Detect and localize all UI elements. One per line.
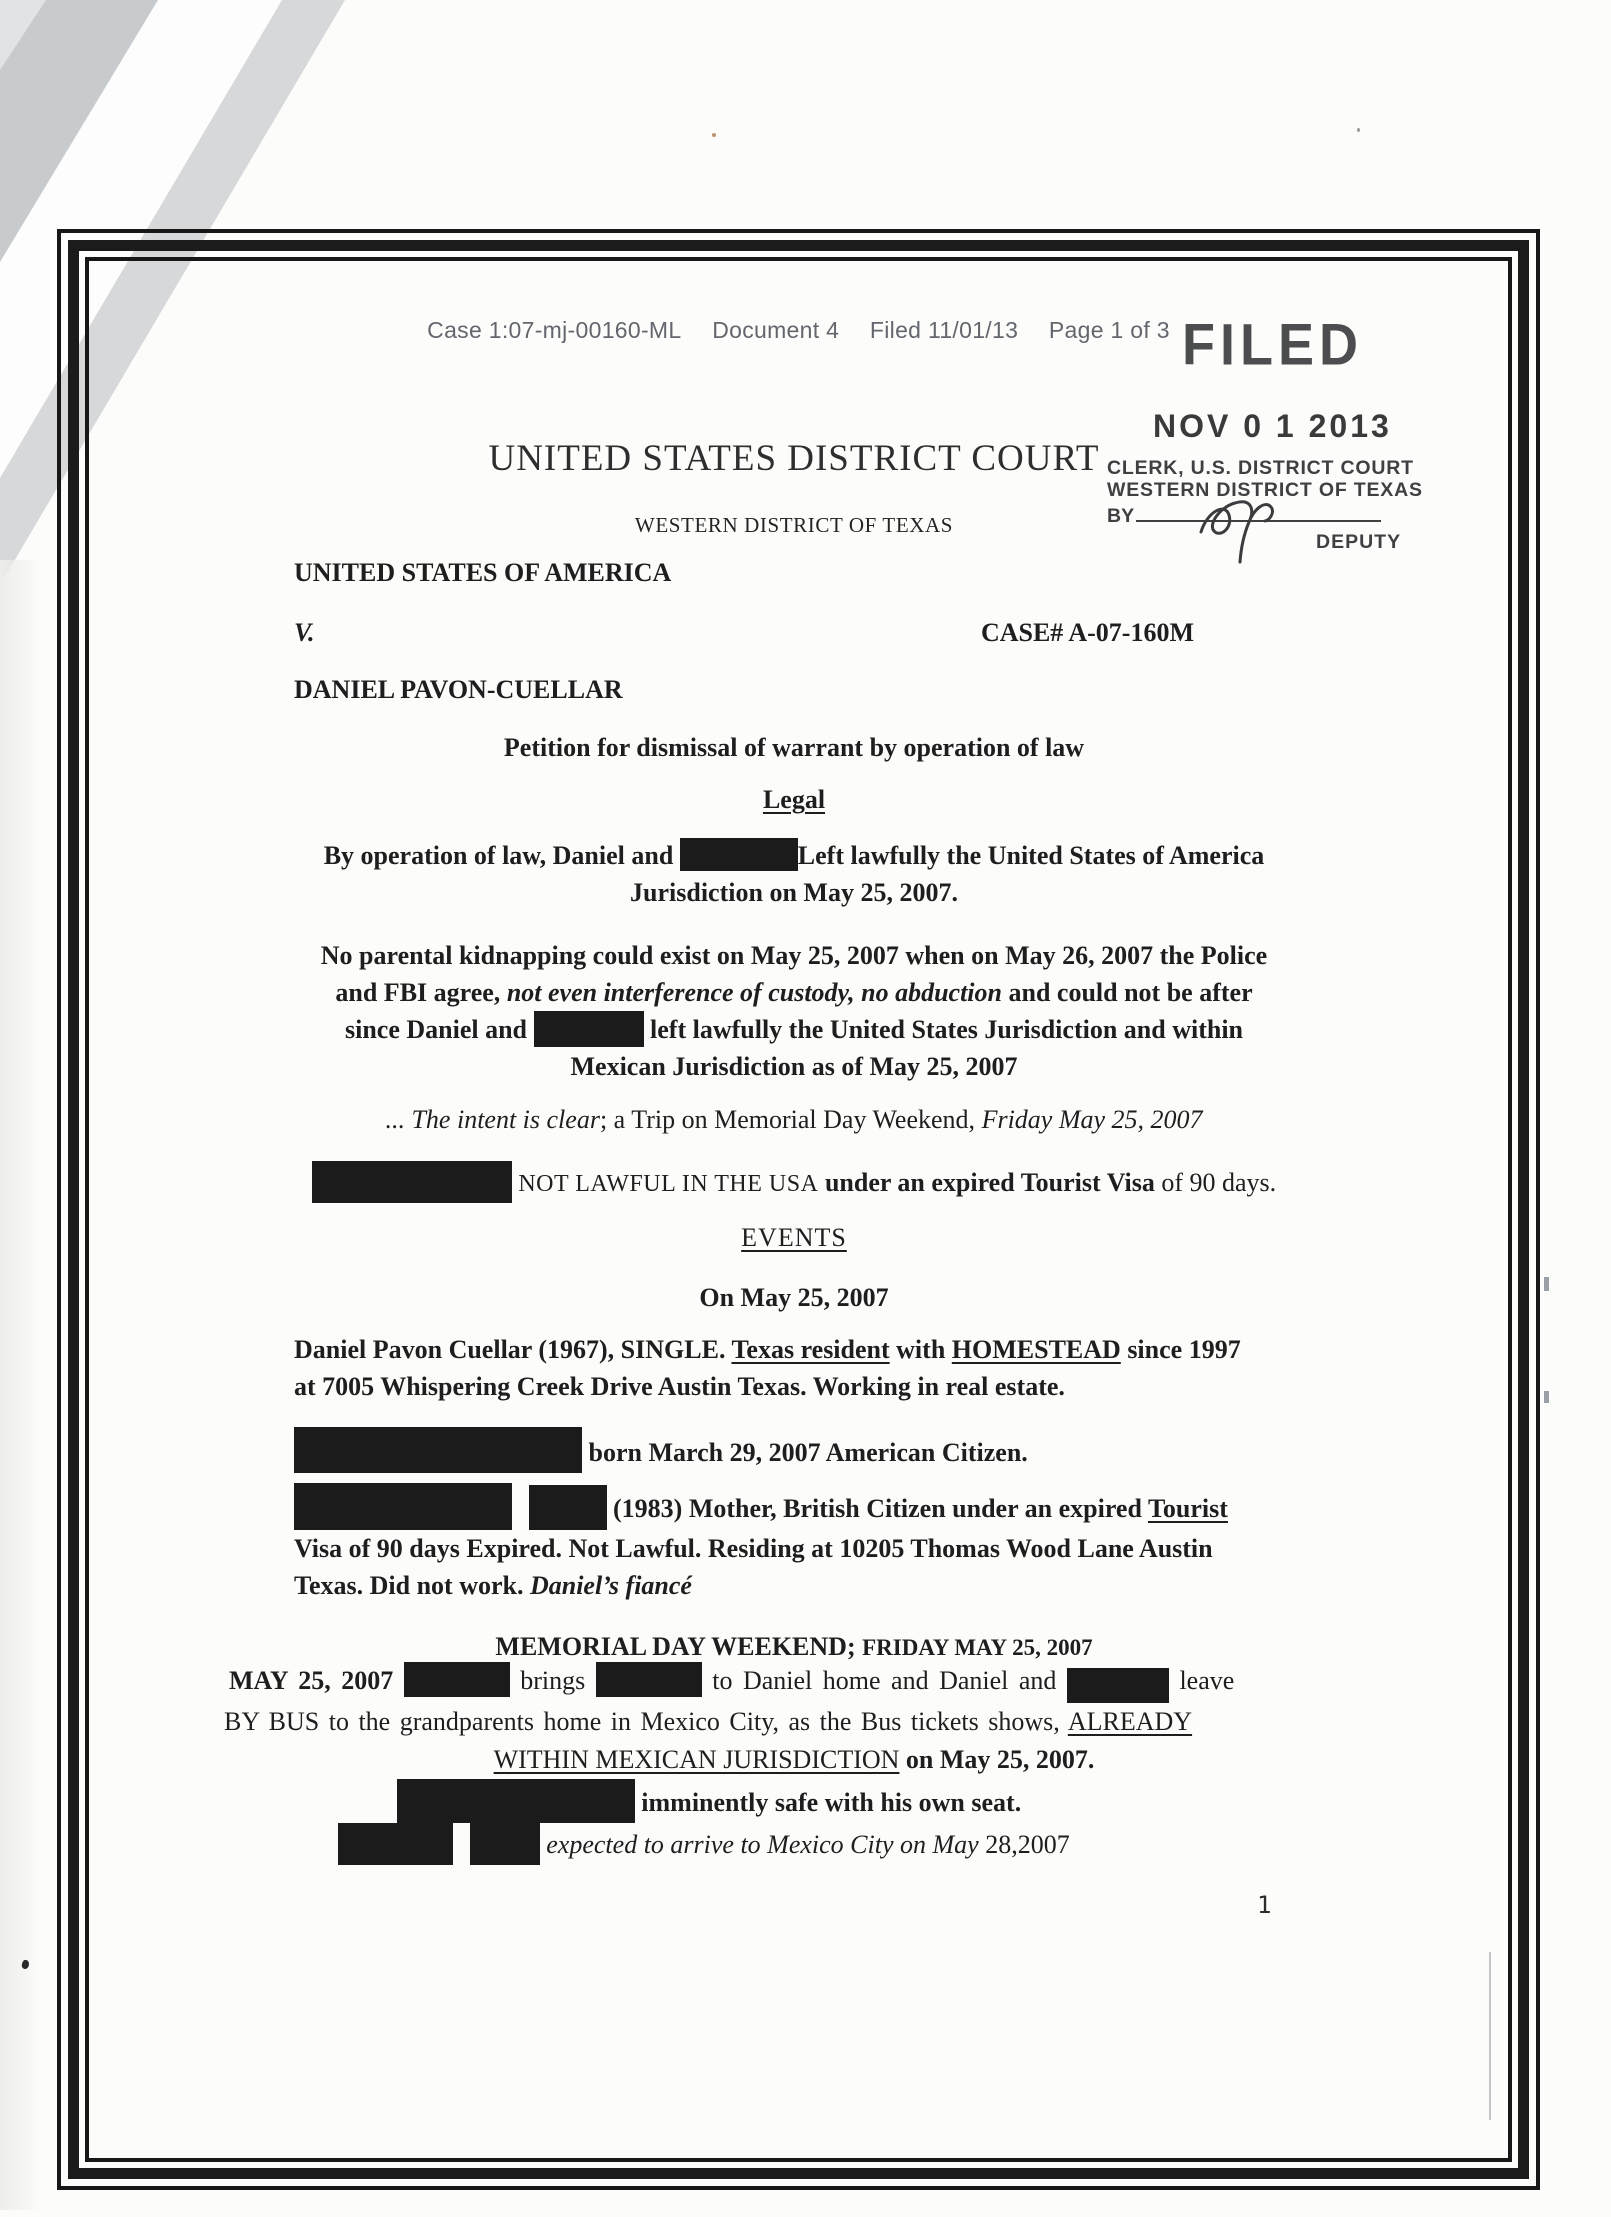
paragraph-line: Mexican Jurisdiction as of May 25, 2007 <box>570 1052 1018 1081</box>
defendant-name: DANIEL PAVON-CUELLAR <box>294 675 623 704</box>
plaintiff-name: UNITED STATES OF AMERICA <box>294 558 672 587</box>
scan-speck <box>712 133 716 137</box>
redaction-bar <box>1067 1668 1169 1703</box>
versus-label: V. <box>294 618 315 647</box>
intent-line: ... The intent is clear; a Trip on Memorial Day Weekend, Friday May 25, 2007 <box>385 1105 1203 1134</box>
filed-stamp-text: FILED <box>1182 312 1363 378</box>
pleading-border-inner <box>85 257 1512 2162</box>
stamp-by-label: BY <box>1107 505 1135 527</box>
redaction-bar <box>470 1823 540 1865</box>
stamp-district-line: WESTERN DISTRICT OF TEXAS <box>1107 479 1423 501</box>
paragraph-line: Texas. Did not work. Daniel’s fiancé <box>294 1571 692 1600</box>
legal-paragraph-1 <box>294 837 1294 911</box>
redaction-bar <box>529 1485 607 1530</box>
redaction-bar <box>294 1483 512 1530</box>
deputy-signature <box>1193 480 1333 564</box>
paragraph-line: By operation of law, Daniel and Left lawfully the United States of America <box>294 837 1294 874</box>
scan-mark <box>1544 1277 1549 1291</box>
not-lawful-line: NOT LAWFUL IN THE USA under an expired Tourist Visa of 90 days. <box>294 1161 1294 1205</box>
redaction-bar <box>534 1011 644 1047</box>
redaction-bar <box>294 1427 582 1473</box>
mother-paragraph <box>294 1483 1294 1604</box>
paragraph-line: BY BUS to the grandparents home in Mexico City, as the Bus tickets shows, ALREADY <box>224 1707 1193 1736</box>
legal-section-heading: Legal <box>762 785 826 814</box>
redaction-bar <box>312 1161 512 1203</box>
born-line: born March 29, 2007 American Citizen. <box>294 1427 1294 1473</box>
case-number: CASE# A-07-160M <box>980 618 1194 647</box>
paragraph-line: MAY 25, 2007 brings to Daniel home and Daniel and leave <box>229 1662 1364 1703</box>
stamp-deputy-label: DEPUTY <box>1316 531 1402 553</box>
ecf-document-number: Document 4 <box>712 317 840 343</box>
paragraph-line: expected to arrive to Mexico City on May 28,2007 <box>204 1823 1204 1865</box>
events-section-heading: EVENTS <box>741 1223 847 1252</box>
pleading-border <box>57 229 1540 2190</box>
filed-stamp-date: NOV 0 1 2013 <box>1153 408 1392 444</box>
paragraph-line: imminently safe with his own seat. <box>209 1779 1209 1823</box>
paragraph-line: (1983) Mother, British Citizen under an expired Tourist <box>294 1483 1294 1530</box>
legal-paragraph-2 <box>294 937 1294 1085</box>
scan-mark <box>1544 1391 1549 1403</box>
scan-edge-shadow <box>0 560 42 2210</box>
redaction-bar <box>397 1779 635 1823</box>
paragraph-line: No parental kidnapping could exist on May 25, 2007 when on May 26, 2007 the Police <box>320 941 1268 970</box>
ecf-case-number: Case 1:07-mj-00160-ML <box>427 317 682 343</box>
paragraph-line: since Daniel and left lawfully the United States Jurisdiction and within <box>294 1011 1294 1048</box>
court-district: WESTERN DISTRICT OF TEXAS <box>634 513 954 537</box>
ecf-page-count: Page 1 of 3 <box>1048 317 1170 343</box>
versus-row <box>294 618 1294 648</box>
redaction-bar <box>596 1662 702 1697</box>
paragraph-line: Visa of 90 days Expired. Not Lawful. Residing at 10205 Thomas Wood Lane Austin <box>294 1534 1213 1563</box>
memorial-heading: MEMORIAL DAY WEEKEND; FRIDAY MAY 25, 2007 <box>495 1632 1093 1661</box>
filed-stamp <box>1069 312 1509 616</box>
paragraph-line: Jurisdiction on May 25, 2007. <box>630 878 958 907</box>
stamp-clerk-line: CLERK, U.S. DISTRICT COURT <box>1107 457 1414 479</box>
paragraph-line: Daniel Pavon Cuellar (1967), SINGLE. Texas resident with HOMESTEAD since 1997 <box>294 1335 1241 1364</box>
paragraph-line: at 7005 Whispering Creek Drive Austin Texas. Working in real estate. <box>294 1372 1065 1401</box>
pleading-border-mid <box>68 240 1529 2179</box>
redaction-bar <box>338 1823 453 1865</box>
petition-title: Petition for dismissal of warrant by operation of law <box>503 733 1085 762</box>
ecf-filed-date: Filed 11/01/13 <box>869 317 1019 343</box>
stamp-by-row <box>1107 502 1381 528</box>
paragraph-line: and FBI agree, not even interference of custody, no abduction and could not be after <box>335 978 1253 1007</box>
events-date-heading: On May 25, 2007 <box>699 1283 889 1312</box>
court-title: UNITED STATES DISTRICT COURT <box>488 438 1100 479</box>
weekend-paragraph <box>224 1662 1294 1865</box>
page-number: 1 <box>1257 1891 1272 1919</box>
paragraph-line: WITHIN MEXICAN JURISDICTION on May 25, 2007. <box>493 1745 1095 1774</box>
redaction-bar <box>404 1662 510 1697</box>
scan-speck <box>1357 128 1360 132</box>
redaction-bar <box>680 838 798 871</box>
daniel-paragraph <box>294 1331 1294 1405</box>
